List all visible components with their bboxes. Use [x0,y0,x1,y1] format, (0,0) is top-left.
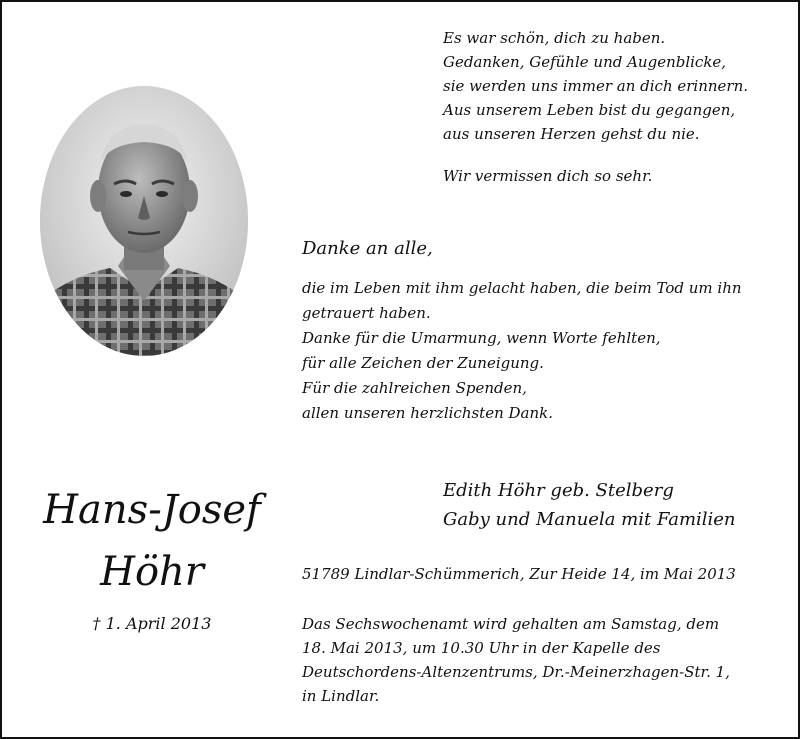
poem-line: aus unseren Herzen gehst du nie. [443,125,700,143]
thanks-line: getrauert haben. [302,304,431,322]
poem-closing: Wir vermissen dich so sehr. [443,167,653,185]
mourners-list [443,476,736,534]
portrait-photo [40,86,248,356]
service-notice [302,612,792,708]
poem-line: Gedanken, Gefühle und Augenblicke, [443,53,727,71]
thanks-line: allen unseren herzlichsten Dank. [302,404,554,422]
memorial-poem [443,26,783,188]
deceased-last-name: Höhr [100,549,204,595]
poem-line: sie werden uns immer an dich erinnern. [443,77,749,95]
service-line: in Lindlar. [302,687,380,705]
portrait-illustration [40,86,248,356]
address-line: 51789 Lindlar-Schümmerich, Zur Heide 14, im Mai 2013 [302,565,736,583]
mourner-name: Edith Höhr geb. Stelberg [443,480,674,501]
service-line: 18. Mai 2013, um 10.30 Uhr in der Kapelle des [302,639,661,657]
deceased-first-name: Hans-Josef [43,487,261,533]
service-line: Deutschordens-Altenzentrums, Dr.-Meinerzhagen-Str. 1, [302,663,730,681]
service-line: Das Sechswochenamt wird gehalten am Samstag, dem [302,615,720,633]
thanks-line: Für die zahlreichen Spenden, [302,379,527,397]
thanks-line: die im Leben mit ihm gelacht haben, die beim Tod um ihn [302,279,742,297]
thanks-line: für alle Zeichen der Zuneigung. [302,354,544,372]
mourner-name: Gaby und Manuela mit Familien [443,509,736,530]
poem-line: Aus unserem Leben bist du gegangen, [443,101,736,119]
poem-line: Es war schön, dich zu haben. [443,29,666,47]
death-date: † 1. April 2013 [92,614,212,633]
thanks-text [302,276,792,426]
thanks-heading: Danke an alle, [302,238,433,259]
thanks-line: Danke für die Umarmung, wenn Worte fehlten, [302,329,661,347]
